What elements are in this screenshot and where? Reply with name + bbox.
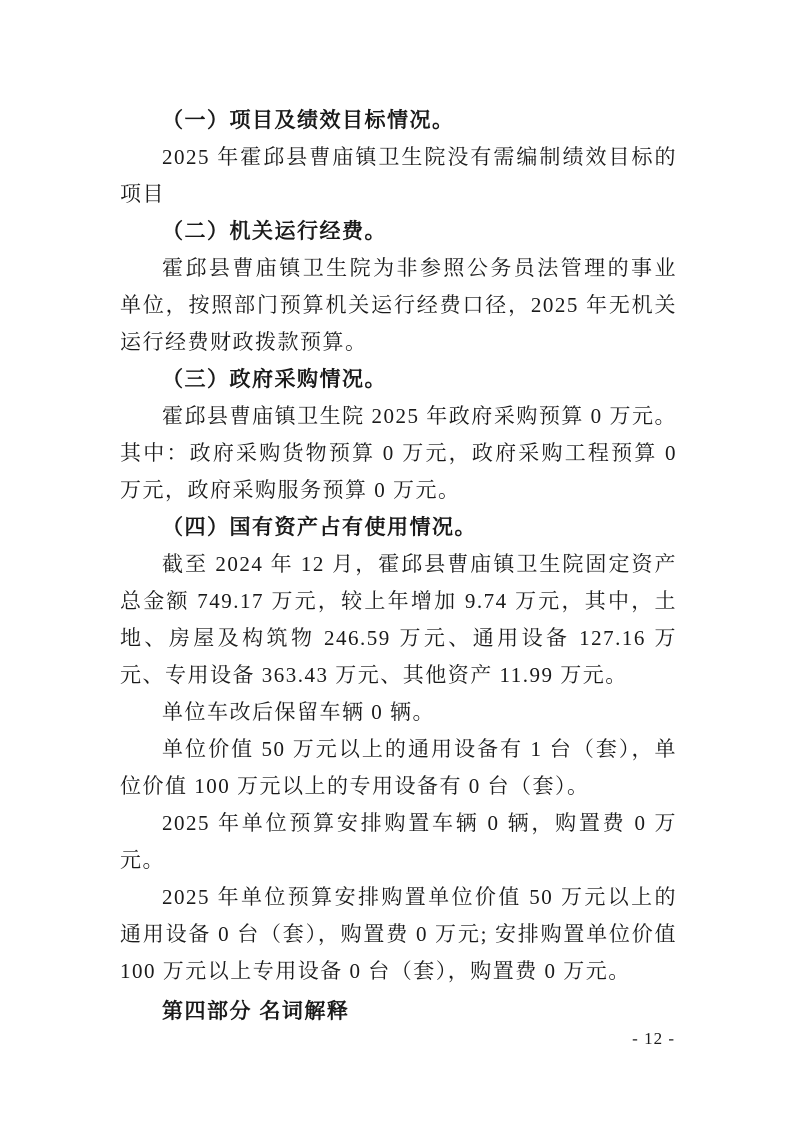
paragraph-vehicle-purchase-budget: 2025 年单位预算安排购置车辆 0 辆，购置费 0 万元。 — [120, 811, 677, 872]
section-heading-operating-expenses: （二）机关运行经费。 — [162, 219, 387, 243]
paragraph-gov-procurement: 霍邱县曹庙镇卫生院 2025 年政府采购预算 0 万元。其中：政府采购货物预算 0 万元，政府采购工程预算 0 万元，政府采购服务预算 0 万元。 — [120, 404, 677, 502]
part-four-heading: 第四部分 名词解释 — [162, 1000, 350, 1023]
paragraph-performance-targets: 2025 年霍邱县曹庙镇卫生院没有需编制绩效目标的项目 — [120, 145, 677, 206]
paragraph-operating-expenses: 霍邱县曹庙镇卫生院为非参照公务员法管理的事业单位，按照部门预算机关运行经费口径，2025 年无机关运行经费财政拨款预算。 — [120, 256, 677, 354]
section-heading-project-performance: （一）项目及绩效目标情况。 — [162, 108, 455, 132]
paragraph-equipment-purchase-budget: 2025 年单位预算安排购置单位价值 50 万元以上的通用设备 0 台（套），购置费 0 万元; 安排购置单位价值 100 万元以上专用设备 0 台（套），购置费 0 万元。 — [120, 885, 677, 983]
section-heading-state-assets: （四）国有资产占有使用情况。 — [162, 515, 477, 539]
page-number: - 12 - — [632, 1029, 675, 1048]
paragraph-high-value-equipment: 单位价值 50 万元以上的通用设备有 1 台（套），单位价值 100 万元以上的专用设备有 0 台（套）。 — [120, 737, 677, 798]
paragraph-fixed-assets: 截至 2024 年 12 月，霍邱县曹庙镇卫生院固定资产总金额 749.17 万元，较上年增加 9.74 万元，其中，土地、房屋及构筑物 246.59 万元、通用设备 127.16 万元、专用设备 363.43 万元、其他资产 11.99 万元。 — [120, 552, 677, 687]
section-heading-gov-procurement: （三）政府采购情况。 — [162, 367, 387, 391]
paragraph-retained-vehicles: 单位车改后保留车辆 0 辆。 — [162, 700, 435, 724]
document-body — [120, 102, 677, 1030]
